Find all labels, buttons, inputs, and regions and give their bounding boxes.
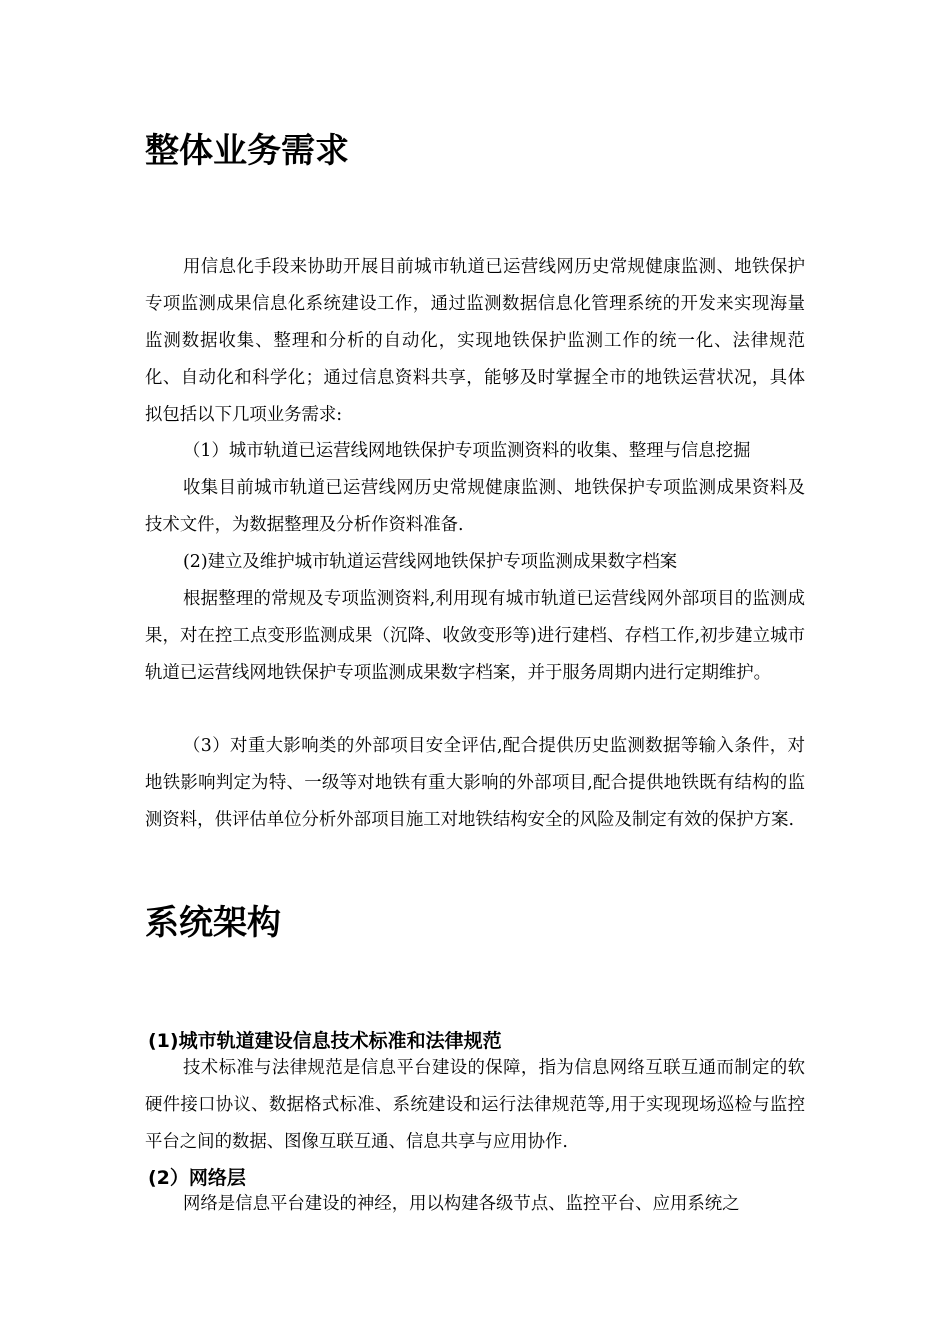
- section-title-business-requirements: 整体业务需求: [145, 131, 349, 171]
- section-title-system-architecture: 系统架构: [145, 903, 281, 943]
- subsection-text-standards: 技术标准与法律规范是信息平台建设的保障，指为信息网络互联互通而制定的软硬件接口协议、数据格式标准、系统建设和运行法律规范等,用于实现现场巡检与监控平台之间的数据、图像互联互通、信息共享与应用协作.: [145, 1058, 805, 1152]
- subsection-heading-network: (2）网络层: [148, 1167, 246, 1189]
- paragraph-intro: 用信息化手段来协助开展目前城市轨道已运营线网历史常规健康监测、地铁保护专项监测成果信息化系统建设工作，通过监测数据信息化管理系统的开发来实现海量监测数据收集、整理和分析的自动化，实现地铁保护监测工作的统一化、法律规范化、自动化和科学化；通过信息资料共享，能够及时掌握全市的地铁运营状况，具体拟包括以下几项业务需求:: [145, 257, 805, 425]
- paragraph-item-2-body: 根据整理的常规及专项监测资料,利用现有城市轨道已运营线网外部项目的监测成果，对在控工点变形监测成果（沉降、收敛变形等)进行建档、存档工作,初步建立城市轨道已运营线网地铁保护专项监测成果数字档案，并于服务周期内进行定期维护。: [145, 589, 805, 683]
- paragraph-item-2-heading: (2)建立及维护城市轨道运营线网地铁保护专项监测成果数字档案: [183, 552, 678, 572]
- paragraph-item-3: （3）对重大影响类的外部项目安全评估,配合提供历史监测数据等输入条件，对地铁影响判定为特、一级等对地铁有重大影响的外部项目,配合提供地铁既有结构的监测资料，供评估单位分析外部项目施工对地铁结构安全的风险及制定有效的保护方案.: [145, 736, 805, 830]
- paragraph-item-1-heading: （1）城市轨道已运营线网地铁保护专项监测资料的收集、整理与信息挖掘: [183, 441, 751, 461]
- subsection-text-network: 网络是信息平台建设的神经，用以构建各级节点、监控平台、应用系统之: [183, 1194, 740, 1214]
- subsection-heading-standards: (1)城市轨道建设信息技术标准和法律规范: [148, 1030, 502, 1052]
- paragraph-item-1-body: 收集目前城市轨道已运营线网历史常规健康监测、地铁保护专项监测成果资料及技术文件，为数据整理及分析作资料准备.: [145, 478, 805, 535]
